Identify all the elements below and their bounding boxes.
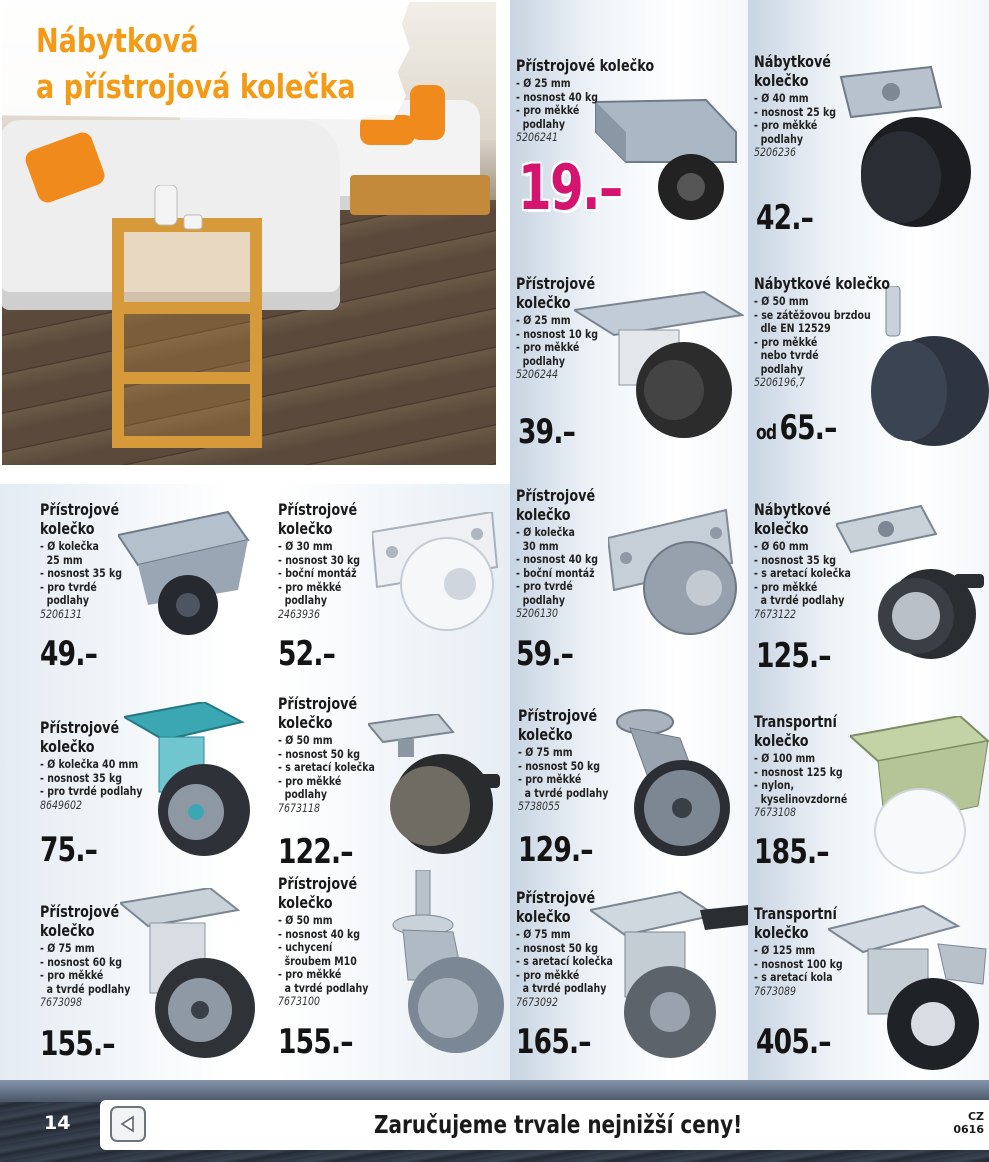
product-spec: - pro měkké	[516, 103, 580, 117]
product-spec: - pro měkké	[518, 772, 582, 786]
price-value: 19.–	[518, 151, 622, 224]
product-spec: - Ø 40 mm	[754, 91, 809, 105]
product-price	[40, 636, 97, 672]
product-spec: - uchycení	[278, 940, 333, 954]
product-text	[516, 888, 634, 1009]
product-price	[518, 151, 622, 224]
product-spec: - pro tvrdé	[516, 579, 573, 593]
product-code: 5206196,7	[754, 375, 806, 389]
product-text	[754, 712, 868, 819]
product-specs	[754, 752, 847, 819]
product-title	[754, 712, 845, 750]
product-text	[40, 500, 140, 621]
product-price	[518, 832, 593, 868]
product-code: 7673118	[278, 800, 320, 815]
product-code: 7673108	[754, 805, 796, 819]
product-spec: podlahy	[278, 593, 328, 607]
product-text	[516, 56, 689, 144]
side-mount-caster-icon	[608, 508, 738, 643]
price-value: 405.–	[756, 1022, 831, 1062]
product-title-line: Přístrojové	[278, 500, 358, 519]
page-title-line-2: a přístrojová kolečka	[36, 67, 356, 106]
previous-page-button[interactable]	[110, 1106, 146, 1142]
product-spec: podlahy	[40, 593, 90, 607]
product-title-line: Nábytkové kolečko	[754, 274, 890, 293]
product-title-line: kolečko	[278, 893, 333, 912]
product-spec: - Ø 25 mm	[516, 76, 571, 90]
product-spec: - Ø kolečka	[40, 539, 99, 553]
edition-country: CZ	[967, 1110, 984, 1123]
product-spec: - pro měkké	[278, 967, 342, 981]
product-title	[278, 874, 366, 912]
product-spec: nebo tvrdé	[754, 348, 819, 362]
product-title	[754, 274, 890, 293]
product-specs	[40, 758, 143, 812]
product-title-line: Transportní	[754, 712, 837, 731]
product-text	[754, 52, 854, 159]
product-spec: - nosnost 50 kg	[278, 746, 361, 761]
product-text	[754, 500, 872, 621]
product-title	[754, 904, 840, 942]
product-spec: - nosnost 35 kg	[40, 566, 123, 580]
product-price	[756, 410, 837, 450]
price-value: 165.–	[516, 1022, 591, 1062]
product-price	[756, 200, 813, 236]
price-value: 129.–	[518, 830, 593, 870]
product-title	[754, 52, 834, 90]
product-text	[40, 902, 150, 1009]
product-spec: - nosnost 30 kg	[278, 552, 361, 567]
product-spec: - s aretací kolečka	[516, 954, 613, 968]
product-spec: podlahy	[754, 361, 804, 376]
edition-code	[952, 1110, 984, 1136]
product-title	[754, 500, 848, 538]
product-specs	[40, 540, 122, 621]
product-text	[754, 904, 862, 998]
product-spec: a tvrdé podlahy	[40, 981, 131, 996]
price-value: 39.–	[518, 412, 576, 452]
product-specs	[516, 77, 658, 144]
product-text	[516, 274, 616, 381]
price-value: 65.–	[779, 408, 837, 448]
price-value: 185.–	[754, 832, 829, 872]
product-title-line: kolečko	[278, 519, 333, 538]
edition-number: 0616	[953, 1123, 984, 1136]
product-text	[40, 718, 165, 812]
product-specs	[754, 92, 836, 159]
price-prefix: od	[756, 420, 777, 444]
product-price	[278, 834, 353, 870]
product-title	[40, 500, 120, 538]
product-spec: - Ø 50 mm	[754, 294, 809, 308]
product-title-line: Přístrojové	[516, 888, 596, 907]
product-specs	[278, 734, 375, 815]
product-specs	[754, 540, 851, 621]
product-specs	[278, 540, 360, 621]
product-price	[516, 636, 573, 672]
product-spec: - pro tvrdé podlahy	[40, 784, 143, 798]
product-spec: kyselinovzdorné	[754, 791, 848, 806]
product-code: 7673089	[754, 983, 796, 998]
product-title-line: kolečko	[754, 71, 809, 90]
product-text	[518, 706, 628, 813]
product-code: 5206241	[516, 130, 558, 144]
product-spec: - Ø 75 mm	[518, 745, 573, 759]
product-spec: - pro měkké	[40, 968, 104, 982]
product-title-line: Nábytkové	[754, 52, 831, 71]
product-text	[278, 694, 396, 815]
product-code: 5206130	[516, 606, 558, 620]
product-code: 8649602	[40, 797, 82, 812]
product-spec: - s aretací kolečka	[278, 760, 375, 774]
product-title-line: Přístrojové	[40, 500, 120, 519]
product-code: 7673092	[516, 994, 558, 1009]
product-price	[40, 1026, 115, 1062]
product-spec: - nylon,	[754, 778, 795, 792]
product-price	[278, 1024, 353, 1060]
product-title-line: Přístrojové	[516, 274, 596, 293]
product-spec: - pro měkké	[278, 773, 342, 788]
product-title	[40, 902, 128, 940]
product-specs	[40, 942, 130, 1009]
product-title-line: kolečko	[754, 519, 809, 538]
product-title-line: kolečko	[40, 921, 95, 940]
product-title-line: kolečko	[754, 923, 809, 942]
product-title-line: kolečko	[40, 519, 95, 538]
product-specs	[754, 295, 893, 389]
product-spec: - pro měkké	[754, 579, 818, 594]
product-text	[278, 874, 388, 1008]
product-title	[516, 486, 596, 524]
product-spec: - nosnost 35 kg	[40, 770, 123, 785]
product-spec: podlahy	[516, 592, 566, 607]
product-price	[278, 636, 335, 672]
product-title-line: Nábytkové	[754, 500, 831, 519]
product-title	[516, 888, 610, 926]
product-specs	[278, 914, 368, 1008]
product-spec: - Ø 125 mm	[754, 943, 816, 957]
product-spec: - nosnost 10 kg	[516, 326, 599, 341]
product-spec: - nosnost 40 kg	[516, 552, 599, 566]
product-code: 7673098	[40, 995, 82, 1009]
product-spec: - Ø 60 mm	[754, 539, 809, 553]
product-title	[40, 718, 140, 756]
hero-photo	[0, 0, 498, 467]
product-spec: podlahy	[516, 116, 566, 131]
product-spec: - s aretací kola	[754, 970, 833, 984]
product-spec: - pro měkké	[516, 340, 580, 354]
product-spec: 25 mm	[40, 552, 83, 567]
product-title-line: kolečko	[516, 907, 571, 926]
product-title-line: Přístrojové	[40, 718, 120, 737]
product-spec: šroubem M10	[278, 953, 357, 968]
product-spec: - nosnost 40 kg	[278, 926, 361, 941]
product-spec: 30 mm	[516, 538, 559, 553]
footer-slogan: Zaručujeme trvale nejnižší ceny!	[374, 1110, 743, 1139]
price-value: 75.–	[40, 830, 98, 870]
product-title-line: Transportní	[754, 904, 837, 923]
product-code: 5206236	[754, 145, 796, 159]
product-specs	[516, 314, 598, 381]
page-title-line-1: Nábytková	[36, 21, 199, 60]
hero-frame	[0, 0, 498, 467]
price-value: 42.–	[756, 198, 814, 238]
product-spec: - pro měkké	[278, 579, 342, 594]
product-spec: - pro měkké	[754, 334, 818, 349]
product-spec: - nosnost 40 kg	[516, 89, 599, 104]
product-spec: - nosnost 50 kg	[518, 758, 601, 773]
price-value: 155.–	[278, 1022, 353, 1062]
product-price	[754, 834, 829, 870]
product-title	[518, 706, 606, 744]
page-number: 14	[44, 1112, 71, 1134]
product-price	[756, 1024, 831, 1060]
product-spec: - s aretací kolečka	[754, 566, 851, 580]
product-code: 5206131	[40, 606, 82, 621]
product-title-line: Přístrojové	[278, 874, 358, 893]
product-spec: a tvrdé podlahy	[516, 981, 607, 995]
product-spec: - Ø 50 mm	[278, 733, 333, 747]
product-spec: - nosnost 125 kg	[754, 764, 843, 779]
product-price	[518, 414, 575, 450]
product-spec: - Ø 30 mm	[278, 539, 333, 553]
product-spec: - pro měkké	[516, 967, 580, 982]
product-title-line: Přístrojové kolečko	[516, 56, 655, 75]
product-specs	[518, 746, 608, 813]
product-spec: a tvrdé podlahy	[518, 785, 609, 800]
product-code: 7673100	[278, 994, 320, 1008]
product-text	[516, 486, 616, 620]
triangle-left-icon	[118, 1114, 138, 1134]
product-price	[756, 638, 831, 674]
product-code: 2463936	[278, 606, 320, 621]
product-text	[754, 274, 924, 389]
product-title-line: Přístrojové	[518, 706, 598, 725]
furniture-swivel-caster-icon	[836, 62, 986, 232]
product-spec: - boční montáž	[516, 565, 595, 580]
product-specs	[754, 944, 843, 998]
product-spec: - nosnost 35 kg	[754, 552, 837, 567]
product-spec: - Ø 50 mm	[278, 913, 333, 927]
product-title-line: kolečko	[516, 505, 571, 524]
product-spec: dle EN 12529	[754, 321, 831, 335]
product-spec: podlahy	[516, 353, 566, 368]
product-spec: a tvrdé podlahy	[754, 593, 845, 607]
price-value: 59.–	[516, 634, 574, 674]
product-title-line: kolečko	[754, 731, 809, 750]
product-title	[278, 694, 372, 732]
price-value: 125.–	[756, 636, 831, 676]
product-spec: - boční montáž	[278, 566, 357, 580]
price-value: 49.–	[40, 634, 98, 674]
product-spec: - nosnost 50 kg	[516, 940, 599, 955]
product-title	[278, 500, 358, 538]
product-code: 5206244	[516, 367, 558, 381]
product-spec: - pro tvrdé	[40, 579, 97, 594]
product-title	[516, 56, 654, 75]
product-spec: - Ø kolečka 40 mm	[40, 757, 139, 771]
side-mount-caster-icon	[372, 512, 502, 642]
threaded-stem-caster-icon	[378, 870, 508, 1065]
product-title-line: kolečko	[278, 713, 333, 732]
fixed-transport-caster-icon	[850, 716, 989, 881]
product-code: 7673122	[754, 606, 796, 621]
product-spec: podlahy	[278, 787, 328, 801]
product-spec: - Ø 100 mm	[754, 751, 816, 765]
price-value: 52.–	[278, 634, 336, 674]
product-spec: podlahy	[754, 131, 804, 146]
product-title-line: kolečko	[516, 293, 571, 312]
product-title-line: Přístrojové	[278, 694, 358, 713]
product-price	[516, 1024, 591, 1060]
product-price	[40, 832, 97, 868]
product-code: 5738055	[518, 799, 560, 813]
product-spec: - Ø 25 mm	[516, 313, 571, 327]
product-specs	[516, 928, 613, 1009]
price-value: 155.–	[40, 1024, 115, 1064]
product-title-line: kolečko	[40, 737, 95, 756]
product-title-line: kolečko	[518, 725, 573, 744]
product-title-line: Přístrojové	[516, 486, 596, 505]
price-value: 122.–	[278, 832, 353, 872]
product-specs	[516, 526, 598, 620]
product-title-line: Přístrojové	[40, 902, 120, 921]
product-spec: - Ø 75 mm	[40, 941, 95, 955]
product-title	[516, 274, 596, 312]
product-spec: - Ø kolečka	[516, 525, 575, 539]
bolt-hole-caster-icon	[610, 708, 740, 863]
product-spec: - se zátěžovou brzdou	[754, 307, 871, 322]
product-spec: a tvrdé podlahy	[278, 980, 369, 995]
product-spec: - nosnost 60 kg	[40, 954, 123, 969]
product-spec: - Ø 75 mm	[516, 927, 571, 941]
product-spec: - pro měkké	[754, 118, 818, 132]
product-text	[278, 500, 378, 621]
product-spec: - nosnost 100 kg	[754, 956, 843, 971]
product-spec: - nosnost 25 kg	[754, 104, 837, 119]
